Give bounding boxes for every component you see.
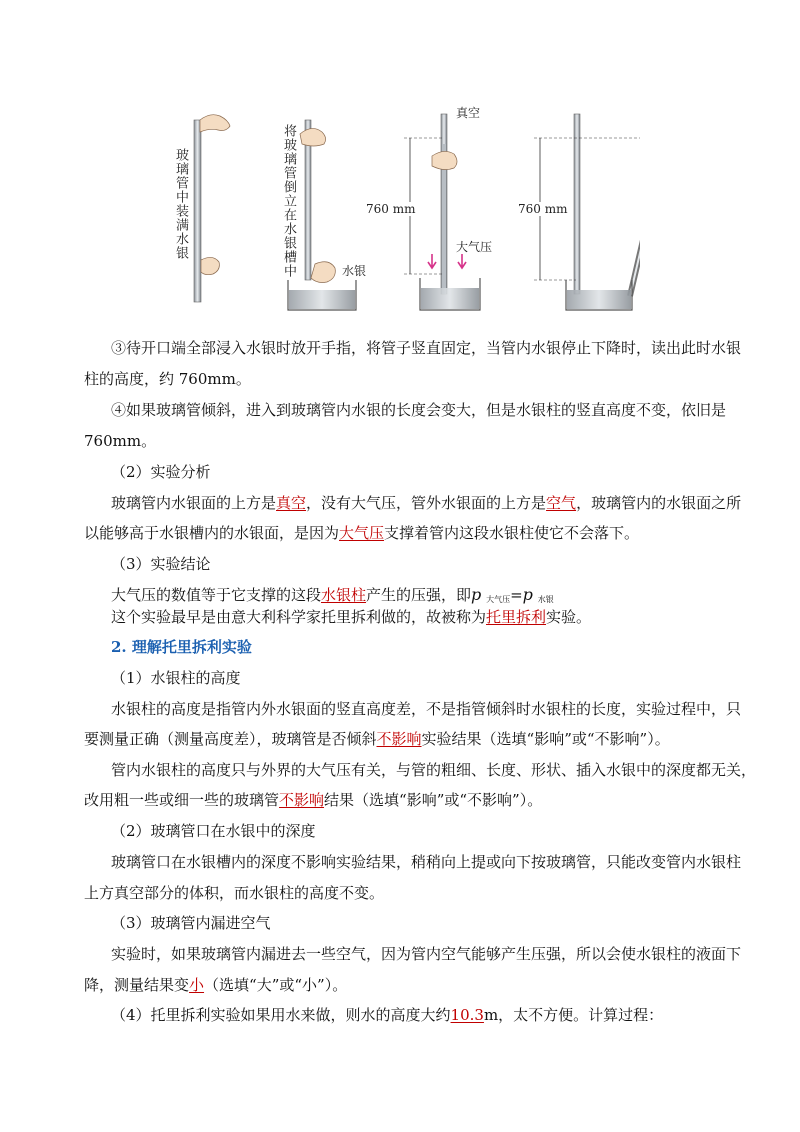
s3-line2 [84, 975, 347, 995]
answer-blank: 不影响 [376, 730, 422, 748]
s2-line1: 玻璃管口在水银槽内的深度不影响实验结果，稍稍向上提或向下按玻璃管，只能改变管内水银柱 [111, 853, 742, 871]
text-run: （选填“大”或“小”）。 [204, 976, 348, 994]
analysis-line1 [111, 493, 741, 513]
figure-2-trough [288, 120, 356, 310]
answer-blank: 真空 [276, 494, 307, 512]
fig2-caption: 将玻璃管倒立在水银槽中 [281, 124, 296, 278]
text-run: ，玻璃管内的水银面之所 [576, 494, 742, 512]
answer-blank: 水银柱 [321, 586, 367, 604]
text-run: ，没有大气压，管外水银面的上方是 [306, 494, 547, 512]
pressure-symbol: p [522, 585, 533, 604]
fig3-vacuum-label: 真空 [456, 106, 481, 120]
fig4-height-label: 760 mm [518, 202, 568, 216]
text-run: 大气压的数值等于它支撑的这段 [111, 586, 322, 604]
answer-blank: 不影响 [279, 791, 325, 809]
fig1-caption: 玻璃管中装满水银 [173, 148, 188, 260]
s1-p1-line2 [84, 729, 670, 749]
s1-p1-line1: 水银柱的高度是指管内外水银面的竖直高度差，不是指管倾斜时水银柱的长度，实验过程中，只 [111, 700, 742, 718]
text-run: 产生的压强，即 [366, 586, 472, 604]
pressure-symbol: p [471, 585, 482, 604]
answer-blank: 10.3 [450, 1006, 484, 1024]
text-run: m，太不方便。计算过程： [483, 1006, 664, 1024]
step3-line2: 柱的高度，约 760mm。 [84, 370, 251, 388]
fig3-atm-label: 大气压 [456, 240, 493, 254]
step4-line2: 760mm。 [84, 432, 157, 450]
text-run: 这个实验最早是由意大利科学家托里拆利做的，故被称为 [111, 608, 487, 626]
text-run: 实验结果（选填“影响”或“不影响”）。 [421, 730, 670, 748]
answer-blank: 大气压 [339, 524, 385, 542]
subscript-mercury: 水银 [537, 595, 554, 604]
text-run: 以能够高于水银槽内的水银面，是因为 [84, 524, 340, 542]
conclusion-line2 [111, 607, 591, 627]
s1-p2-line2 [84, 790, 542, 810]
section-heading: 2. 理解托里拆利实验 [111, 638, 252, 656]
figure-1-tube [194, 115, 230, 302]
answer-blank: 托里拆利 [486, 608, 547, 626]
text-run: 要测量正确（测量高度差），玻璃管是否倾斜 [84, 730, 377, 748]
text-run: （4）托里拆利实验如果用水来做，则水的高度大约 [111, 1006, 451, 1024]
s1-p2-line1: 管内水银柱的高度只与外界的大气压有关，与管的粗细、长度、形状、插入水银中的深度都无关， [111, 761, 757, 779]
step3-line1: ③待开口端全部浸入水银时放开手指，将管子竖直固定，当管内水银停止下降时，读出此时水银 [111, 339, 742, 357]
text-run: 改用粗一些或细一些的玻璃管 [84, 791, 280, 809]
answer-blank: 空气 [546, 494, 577, 512]
fig3-height-label: 760 mm [366, 202, 416, 216]
text-run: 玻璃管内水银面的上方是 [111, 494, 277, 512]
text-run: 降，测量结果变 [84, 976, 190, 994]
torricelli-figure [160, 104, 640, 326]
answer-blank: 小 [189, 976, 205, 994]
s2-title: （2）玻璃管口在水银中的深度 [111, 822, 316, 840]
fig2-mercury-label: 水银 [342, 264, 367, 278]
s4-line [111, 1005, 663, 1025]
analysis-line2 [84, 523, 639, 543]
s1-title: （1）水银柱的高度 [111, 669, 241, 687]
s3-title: （3）玻璃管内漏进空气 [111, 914, 271, 932]
text-run: 结果（选填“影响”或“不影响”）。 [324, 791, 543, 809]
equals-sign: = [510, 586, 523, 604]
step4-line1: ④如果玻璃管倾斜，进入到玻璃管内水银的长度会变大，但是水银柱的竖直高度不变，依旧是 [111, 401, 727, 419]
analysis-title: （2）实验分析 [111, 463, 211, 481]
s2-line2: 上方真空部分的体积，而水银柱的高度不变。 [84, 884, 385, 902]
conclusion-title: （3）实验结论 [111, 555, 211, 573]
text-run: 支撑着管内这段水银柱使它不会落下。 [384, 524, 640, 542]
s3-line1: 实验时，如果玻璃管内漏进去一些空气，因为管内空气能够产生压强，所以会使水银柱的液面下 [111, 945, 742, 963]
subscript-atm: 大气压 [486, 595, 511, 604]
text-run: 实验。 [546, 608, 592, 626]
